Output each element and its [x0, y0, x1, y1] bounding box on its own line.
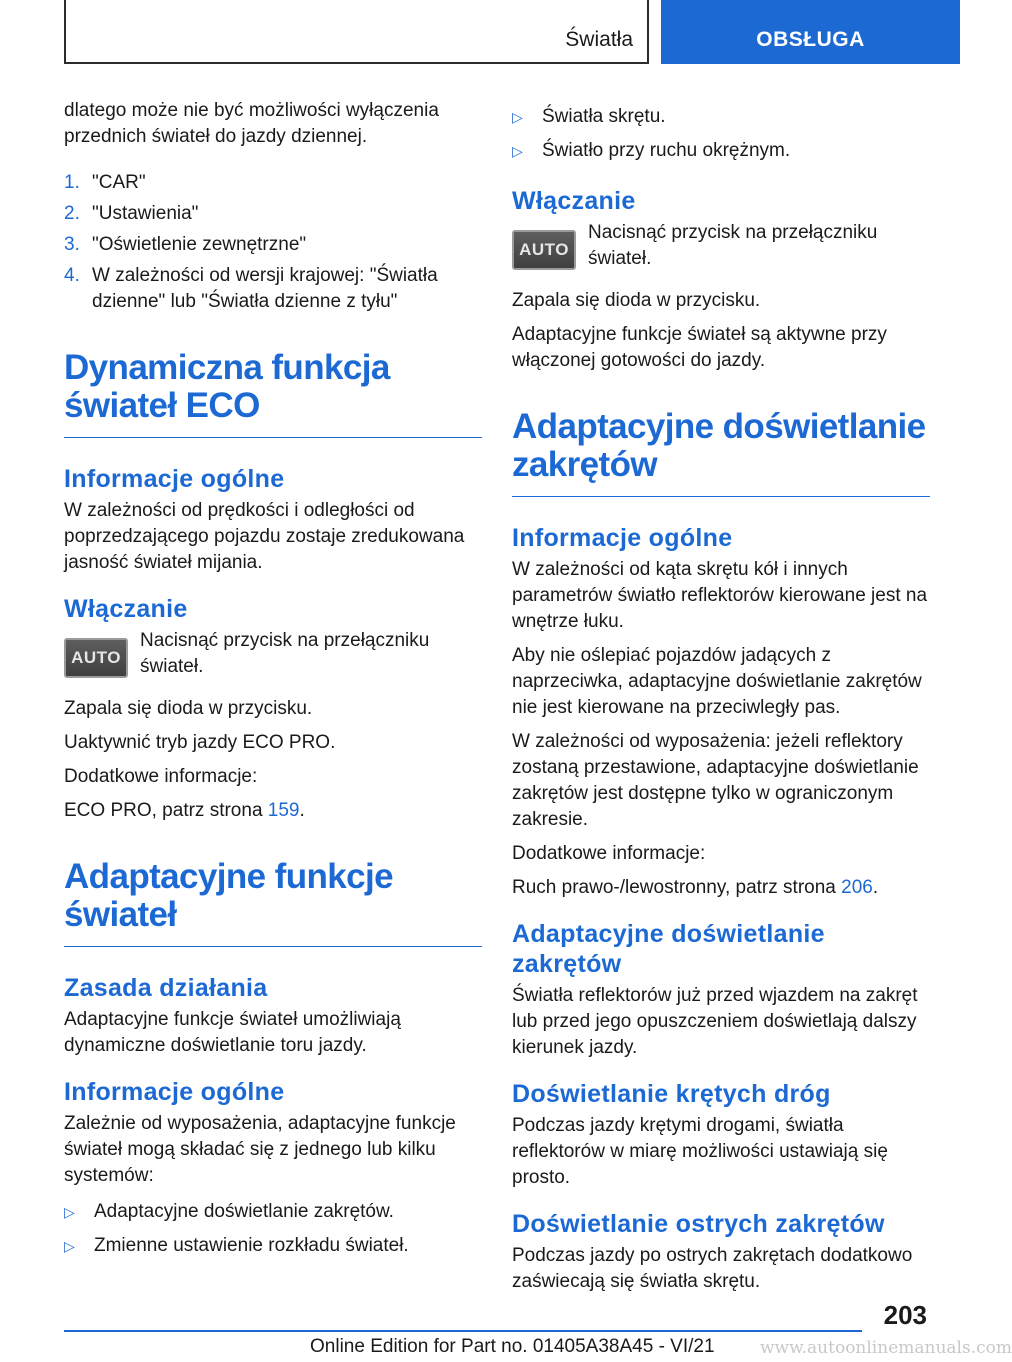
step-number: 3. [64, 234, 80, 255]
curve-sub2-heading: Doświetlanie krętych dróg [512, 1080, 831, 1108]
curve-info-p3: W zależności od wyposażenia: jeżeli reflektory zostaną przestawione, adaptacyjne doświetlanie zakrętów jest dostępne tylko w ograniczonym zakresie. [512, 731, 919, 830]
step-text: W zależności od wersji krajowej: "Światła dzienne" lub "Światła dzienne z tyłu" [92, 265, 438, 312]
adaptive-auto-instruction [512, 220, 930, 272]
curve-info-heading: Informacje ogólne [512, 524, 733, 552]
intro-paragraph: dlatego może nie być możliwości wyłączenia przednich świateł do jazdy dziennej. [64, 100, 439, 147]
header-section-box [64, 0, 649, 64]
curve-chapter-title: Adaptacyjne doświetlanie zakrętów [512, 408, 930, 497]
step-number: 1. [64, 172, 80, 193]
eco-more-label: Dodatkowe informacje: [64, 766, 258, 787]
auto-button-icon [512, 230, 576, 270]
triangle-bullet-icon: ▷ [64, 1238, 75, 1254]
header-chapter-tab [661, 0, 960, 64]
right-column [512, 98, 930, 1303]
eco-chapter-title: Dynamiczna funkcja świateł ECO [64, 349, 482, 438]
adaptive-chapter-title: Adaptacyjne funkcje świateł [64, 858, 482, 947]
curve-more-label: Dodatkowe informacje: [512, 843, 706, 864]
auto-button-label: AUTO [71, 648, 121, 667]
principle-heading: Zasada działania [64, 974, 268, 1002]
curve-reference-text: Ruch prawo-/lewostronny, patrz strona [512, 877, 842, 898]
adaptive-led-text: Zapala się dioda w przycisku. [512, 290, 761, 311]
adaptive-switch-text: Nacisnąć przycisk na przełączniku świateł. [588, 222, 878, 269]
curve-reference [512, 875, 930, 901]
curve-sub1-text: Światła reflektorów już przed wjazdem na zakręt lub przed jego opuszczeniem doświetlają dalszy kierunek jazdy. [512, 985, 918, 1058]
step-number: 2. [64, 203, 80, 224]
eco-activate-text: Uaktywnić tryb jazdy ECO PRO. [64, 732, 336, 753]
list-item [64, 170, 482, 196]
curve-info-p1: W zależności od kąta skrętu kół i innych parametrów światło reflektorów kierowane jest na wnętrze łuku. [512, 559, 928, 632]
header-section-title: Światła [565, 28, 633, 51]
eco-reference [64, 798, 482, 824]
left-column [64, 98, 482, 1267]
footer-divider [64, 1330, 862, 1332]
list-item [64, 263, 482, 315]
curve-sub3-heading: Doświetlanie ostrych zakrętów [512, 1210, 885, 1238]
step-text: "CAR" [92, 172, 146, 193]
list-item [512, 104, 930, 130]
bullet-text: Światło przy ruchu okrężnym. [542, 140, 791, 161]
curve-sub3-text: Podczas jazdy po ostrych zakrętach dodatkowo zaświecają się światła skrętu. [512, 1245, 913, 1292]
eco-led-text: Zapala się dioda w przycisku. [64, 698, 313, 719]
list-item [64, 1199, 482, 1225]
step-number: 4. [64, 265, 80, 286]
eco-auto-instruction [64, 628, 482, 680]
auto-button-label: AUTO [519, 240, 569, 259]
list-item [64, 232, 482, 258]
auto-button-icon [64, 638, 128, 678]
bullet-text: Światła skrętu. [542, 106, 666, 127]
bullet-text: Adaptacyjne doświetlanie zakrętów. [94, 1201, 394, 1222]
adaptive-switch-heading: Włączanie [512, 187, 636, 215]
eco-page-link[interactable]: 159 [267, 800, 300, 821]
curve-info-p2: Aby nie oślepiać pojazdów jadących z naprzeciwka, adaptacyjne doświetlanie zakrętów nie jest kierowane na przeciwległy pas. [512, 645, 922, 718]
eco-reference-end: . [299, 800, 305, 821]
eco-info-text: W zależności od prędkości i odległości od poprzedzającego pojazdu zostaje zredukowana jasność świateł mijania. [64, 500, 465, 573]
list-item [64, 1233, 482, 1259]
footer-edition: Online Edition for Part no. 01405A38A45 - VI/21 [310, 1336, 715, 1357]
curve-sub2-text: Podczas jazdy krętymi drogami, światła reflektorów w miarę możliwości ustawiają się prosto. [512, 1115, 888, 1188]
header-chapter-title: OBSŁUGA [756, 28, 865, 51]
adaptive-info-heading: Informacje ogólne [64, 1078, 285, 1106]
adaptive-system-list [64, 1199, 482, 1259]
step-text: "Ustawienia" [92, 203, 199, 224]
eco-info-heading: Informacje ogólne [64, 465, 285, 493]
page-number: 203 [883, 1300, 927, 1330]
adaptive-system-list-continued [512, 104, 930, 164]
eco-switch-text: Nacisnąć przycisk na przełączniku świateł. [140, 630, 430, 677]
adaptive-info-text: Zależnie od wyposażenia, adaptacyjne funkcje świateł mogą składać się z jednego lub kilku systemów: [64, 1113, 456, 1186]
curve-page-link[interactable]: 206 [841, 877, 873, 898]
adaptive-active-text: Adaptacyjne funkcje świateł są aktywne przy włączonej gotowości do jazdy. [512, 324, 887, 371]
triangle-bullet-icon: ▷ [512, 143, 523, 159]
eco-switch-heading: Włączanie [64, 595, 188, 623]
step-list [64, 170, 482, 315]
curve-sub1-heading: Adaptacyjne doświetlanie zakrętów [512, 920, 825, 978]
eco-reference-text: ECO PRO, patrz strona [64, 800, 268, 821]
list-item [64, 201, 482, 227]
triangle-bullet-icon: ▷ [512, 109, 523, 125]
watermark: www.autoonlinemanuals.com [760, 1338, 1012, 1358]
principle-text: Adaptacyjne funkcje świateł umożliwiają dynamiczne doświetlanie toru jazdy. [64, 1009, 401, 1056]
bullet-text: Zmienne ustawienie rozkładu świateł. [94, 1235, 409, 1256]
step-text: "Oświetlenie zewnętrzne" [92, 234, 307, 255]
triangle-bullet-icon: ▷ [64, 1204, 75, 1220]
list-item [512, 138, 930, 164]
curve-reference-end: . [872, 877, 879, 898]
